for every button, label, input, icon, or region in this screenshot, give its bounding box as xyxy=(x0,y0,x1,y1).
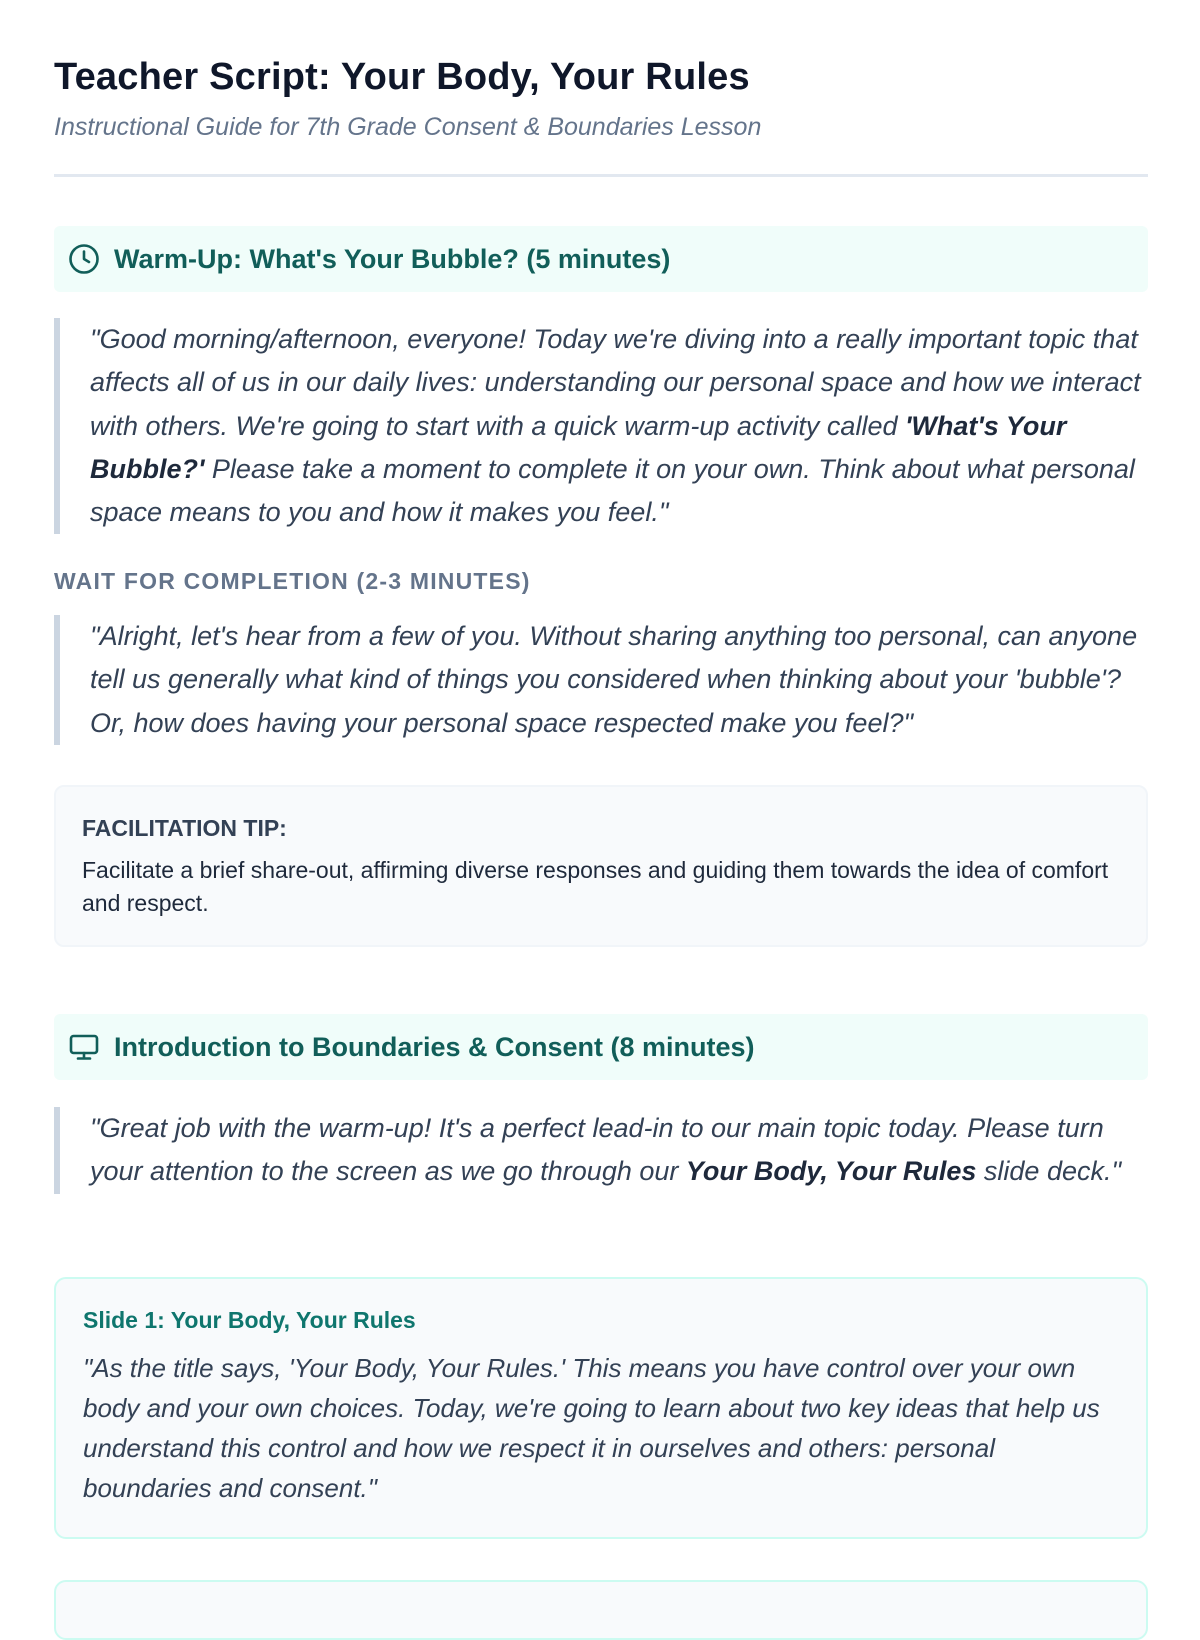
quote-text: "Alright, let's hear from a few of you. Without sharing anything too personal, can anyone tell us generally what kind of things you considered when thinking about your 'bubble'? Or, how does having your personal space respected make you feel?" xyxy=(90,621,1138,738)
script-quote xyxy=(54,615,1148,745)
slide-title: Slide 1: Your Body, Your Rules xyxy=(83,1307,416,1333)
tip-text: Facilitate a brief share-out, affirming diverse responses and guiding them towards the idea of comfort and respect. xyxy=(82,857,1109,916)
title-divider xyxy=(54,174,1148,177)
tip-label: FACILITATION TIP: xyxy=(82,815,287,841)
quote-text: "Great job with the warm-up! It's a perfect lead-in to our main topic today. Please turn your attention to the screen as we go through our xyxy=(90,1113,1104,1187)
quote-text: Please take a moment to complete it on your own. Think about what personal space means to you and how it makes you feel." xyxy=(90,453,1135,528)
slide-script-text: "As the title says, 'Your Body, Your Rules.' This means you have control over your own body and your own choices. Today, we're going to learn about two key ideas that help us understand this control and how we respect it in ourselves and others: personal boundaries and consent." xyxy=(83,1353,1100,1503)
slide-card-next xyxy=(54,1580,1148,1640)
stage-direction: WAIT FOR COMPLETION (2-3 MINUTES) xyxy=(54,568,531,594)
clock-icon xyxy=(68,243,100,275)
slide-card xyxy=(54,1277,1148,1539)
section-heading: Introduction to Boundaries & Consent (8 minutes) xyxy=(114,1031,755,1062)
quote-text: slide deck." xyxy=(976,1156,1122,1187)
section-header-warm-up xyxy=(54,226,1148,292)
script-quote xyxy=(54,318,1148,534)
page-title: Teacher Script: Your Body, Your Rules xyxy=(54,56,750,98)
monitor-icon xyxy=(68,1031,100,1063)
facilitation-tip xyxy=(54,785,1148,947)
script-quote xyxy=(54,1107,1148,1194)
page-subtitle: Instructional Guide for 7th Grade Consent & Boundaries Lesson xyxy=(54,113,762,141)
quote-emphasis: 'What's Your Bubble?' xyxy=(90,410,1067,484)
quote-text: "Good morning/afternoon, everyone! Today we're diving into a really important topic that affects all of us in our daily lives: understanding our personal space and how we interact with others. We're going to start with a quick warm-up activity called xyxy=(90,324,1141,441)
quote-emphasis: Your Body, Your Rules xyxy=(685,1156,977,1187)
section-heading: Warm-Up: What's Your Bubble? (5 minutes) xyxy=(114,243,671,274)
section-header-introduction xyxy=(54,1014,1148,1080)
